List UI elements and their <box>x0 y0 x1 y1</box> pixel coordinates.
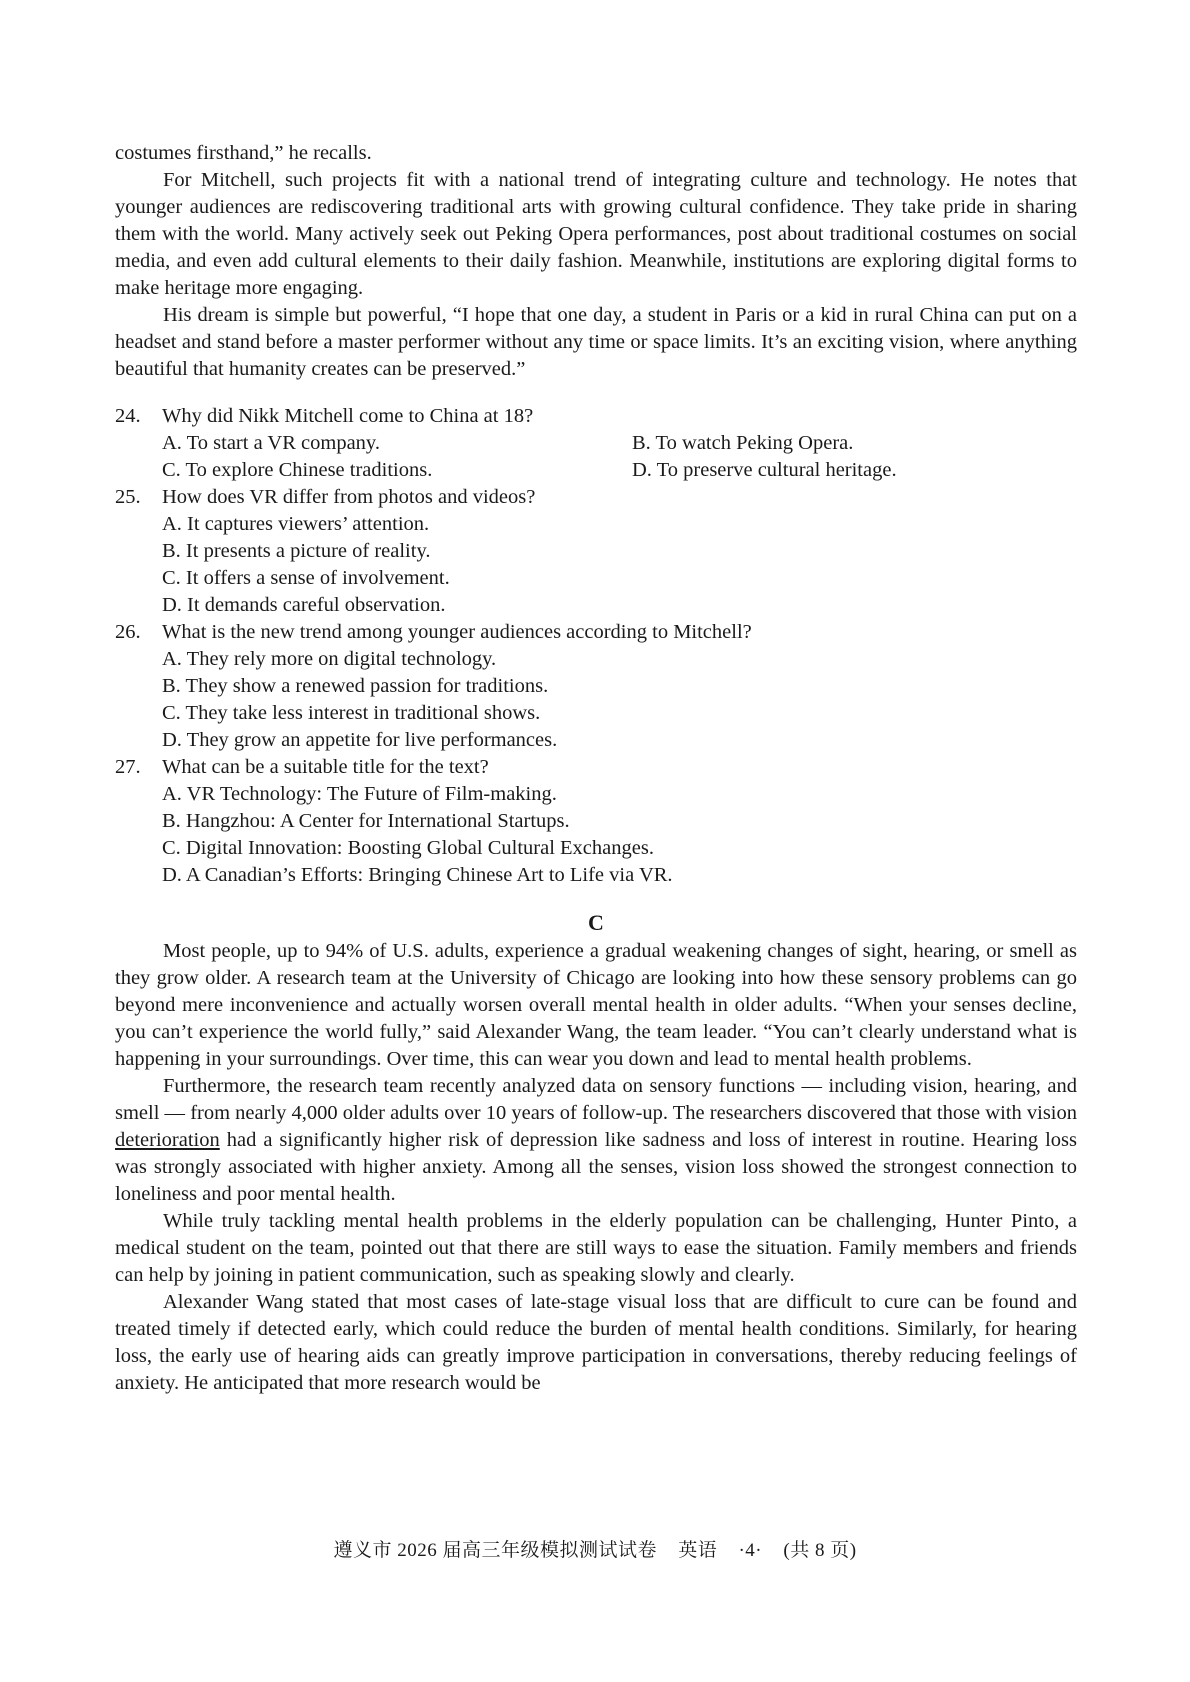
option-c: C. They take less interest in traditional shows. <box>162 702 541 724</box>
question-number: 25. <box>115 486 141 508</box>
option-b: B. It presents a picture of reality. <box>162 540 431 562</box>
question-26 <box>115 619 1077 754</box>
subject-label: 英语 <box>678 1540 718 1561</box>
option-c: C. To explore Chinese traditions. <box>162 459 433 481</box>
question-stem: What can be a suitable title for the text? <box>162 756 489 778</box>
option-d: D. To preserve cultural heritage. <box>632 459 897 481</box>
section-heading: C <box>588 910 604 935</box>
page-total: (共 8 页) <box>783 1540 857 1561</box>
option-d: D. They grow an appetite for live performances. <box>162 729 558 751</box>
passage-c-paragraph-1: Most people, up to 94% of U.S. adults, experience a gradual weakening changes of sight, hearing, or smell as they grow older. A research team at the University of Chicago are looking into how these sensory problems can go beyond mere inconvenience and actually worsen overall mental health in older adults. “When your senses decline, you can’t experience the world fully,” said Alexander Wang, the team leader. “You can’t clearly understand what is happening in your surroundings. Over time, this can wear you down and lead to mental health problems. <box>115 940 1077 1070</box>
option-a: A. VR Technology: The Future of Film-making. <box>162 783 557 805</box>
passage-b-paragraph-1: For Mitchell, such projects fit with a national trend of integrating culture and technology. He notes that younger audiences are rediscovering traditional arts with growing cultural confidence. They take pride in sharing them with the world. Many actively seek out Peking Opera performances, post about traditional costumes on social media, and even add cultural elements to their daily fashion. Meanwhile, institutions are exploring digital forms to make heritage more engaging. <box>115 169 1077 299</box>
option-a: A. They rely more on digital technology. <box>162 648 497 670</box>
text-segment: had a significantly higher risk of depression like sadness and loss of interest in routine. Hearing loss was strongly associated with higher anxiety. Among all the senses, vision loss showed the strongest connection to loneliness and poor mental health. <box>115 1129 1077 1205</box>
page-number: ·4· <box>738 1540 763 1561</box>
passage-c-paragraph-3: While truly tackling mental health problems in the elderly population can be challenging, Hunter Pinto, a medical student on the team, pointed out that there are still ways to ease the situation. Family members and friends can help by joining in patient communication, such as speaking slowly and clearly. <box>115 1210 1077 1286</box>
question-number: 24. <box>115 405 141 427</box>
passage-c-paragraph-2 <box>115 1073 1077 1208</box>
option-c: C. Digital Innovation: Boosting Global Cultural Exchanges. <box>162 837 654 859</box>
question-stem: Why did Nikk Mitchell come to China at 18? <box>162 405 534 427</box>
question-stem: What is the new trend among younger audiences according to Mitchell? <box>162 621 752 643</box>
option-a: A. It captures viewers’ attention. <box>162 513 430 535</box>
option-a: A. To start a VR company. <box>162 432 380 454</box>
option-b: B. They show a renewed passion for traditions. <box>162 675 549 697</box>
underlined-word: deterioration <box>115 1129 220 1151</box>
passage-c-paragraph-4: Alexander Wang stated that most cases of late-stage visual loss that are difficult to cure can be found and treated timely if detected early, which could reduce the burden of mental health conditions. Similarly, for hearing loss, the early use of hearing aids can greatly improve participation in conversations, thereby reducing feelings of anxiety. He anticipated that more research would be <box>115 1291 1077 1394</box>
question-number: 26. <box>115 621 141 643</box>
option-d: D. It demands careful observation. <box>162 594 446 616</box>
question-25 <box>115 484 1077 619</box>
question-number: 27. <box>115 756 141 778</box>
text-segment: Furthermore, the research team recently analyzed data on sensory functions — including vision, hearing, and smell — from nearly 4,000 older adults over 10 years of follow-up. The researchers discovered that those with vision <box>115 1075 1077 1124</box>
question-list <box>115 403 1077 889</box>
page-content <box>115 140 1077 1397</box>
page-footer <box>0 1535 1190 1562</box>
option-c: C. It offers a sense of involvement. <box>162 567 450 589</box>
option-b: B. To watch Peking Opera. <box>632 432 854 454</box>
question-24 <box>115 403 1077 484</box>
question-stem: How does VR differ from photos and videos? <box>162 486 536 508</box>
passage-b-paragraph-0: costumes firsthand,” he recalls. <box>115 142 372 164</box>
question-27 <box>115 754 1077 889</box>
exam-title: 遵义市 2026 届高三年级模拟测试试卷 <box>333 1540 657 1561</box>
passage-b-paragraph-2: His dream is simple but powerful, “I hope that one day, a student in Paris or a kid in rural China can put on a headset and stand before a master performer without any time or space limits. It’s an exciting vision, where anything beautiful that humanity creates can be preserved.” <box>115 304 1077 380</box>
option-d: D. A Canadian’s Efforts: Bringing Chinese Art to Life via VR. <box>162 864 673 886</box>
option-b: B. Hangzhou: A Center for International Startups. <box>162 810 570 832</box>
